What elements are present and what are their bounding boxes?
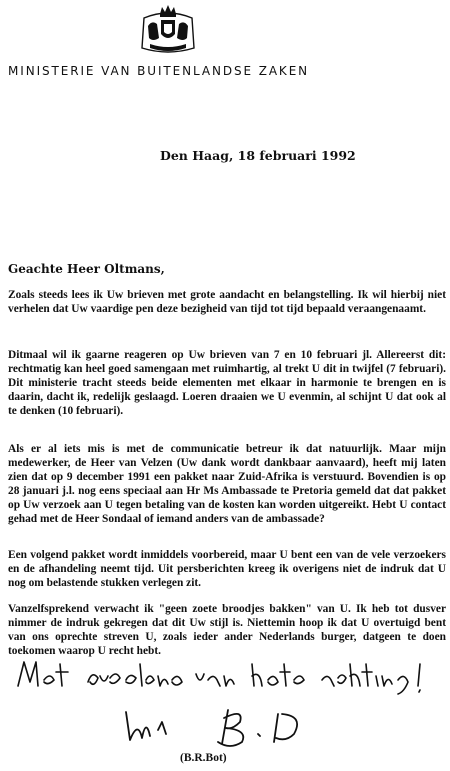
handwritten-closing-stroke	[8, 656, 446, 696]
letter-paragraph: Als er al iets mis is met de communicatie betreur ik dat natuurlijk. Maar mijn medewerker, de Heer van Velzen (Uw dank wordt dankbaar aanvaard), heeft mij laten zien dat op 9 december 1991 een pakket naar Zuid-Afrika is verstuurd. Bovendien is op 28 januari j.l. nog eens speciaal aan Hr Ms Ambassade te Pretoria gemeld dat dat pakket op Uw verzoek aan U tegen betaling van de kosten kan worden uitgereikt. Hebt U contact gehad met de Heer Sondaal of iemand anders van de ambassade?	[8, 443, 446, 525]
ministry-name: MINISTERIE VAN BUITENLANDSE ZAKEN	[8, 64, 310, 78]
letterhead	[0, 0, 450, 90]
handwritten-signature	[118, 700, 328, 752]
signatory-name: (B.R.Bot)	[180, 752, 227, 764]
letter-paragraph: Ditmaal wil ik gaarne reageren op Uw brieven van 7 en 10 februari jl. Allereerst dit: rechtmatig kan heel goed samengaan met ruimhartig, al trekt U dit in twijfel (7 februari). Dit ministerie tracht steeds beide elementen met elkaar in harmonie te brengen en is daarin, dacht ik, redelijk geslaagd. Loeren draaien we U evenmin, al schijnt U dat ook al te denken (10 februari).	[8, 349, 446, 417]
handwritten-closing	[8, 656, 446, 696]
letter-paragraph: Een volgend pakket wordt inmiddels voorbereid, maar U bent een van de vele verzoekers en de afhandeling neemt tijd. Uit persberichten kreeg ik overigens niet de indruk dat U nog om belastende stukken verlegen zit.	[8, 549, 446, 589]
dateline: Den Haag, 18 februari 1992	[160, 148, 356, 163]
letter-paragraph: Vanzelfsprekend verwacht ik "geen zoete broodjes bakken" van U. Ik heb tot dusver nimmer de indruk gekregen dat dit Uw stijl is. Niettemin hoop ik dat U overtuigd bent van ons oprechte streven U, zoals ieder ander Nederlands burger, datgeen te doen toekomen waarop U recht hebt.	[8, 603, 446, 657]
letter-paragraph: Zoals steeds lees ik Uw brieven met grote aandacht en belangstelling. Ik wil hierbij niet verhelen dat Uw vaardige pen deze bezigheid van tijd tot tijd bepaald veraangenaamt.	[8, 289, 446, 315]
salutation: Geachte Heer Oltmans,	[8, 262, 165, 276]
signature-stroke	[118, 700, 328, 752]
royal-coat-of-arms-icon	[138, 4, 198, 56]
